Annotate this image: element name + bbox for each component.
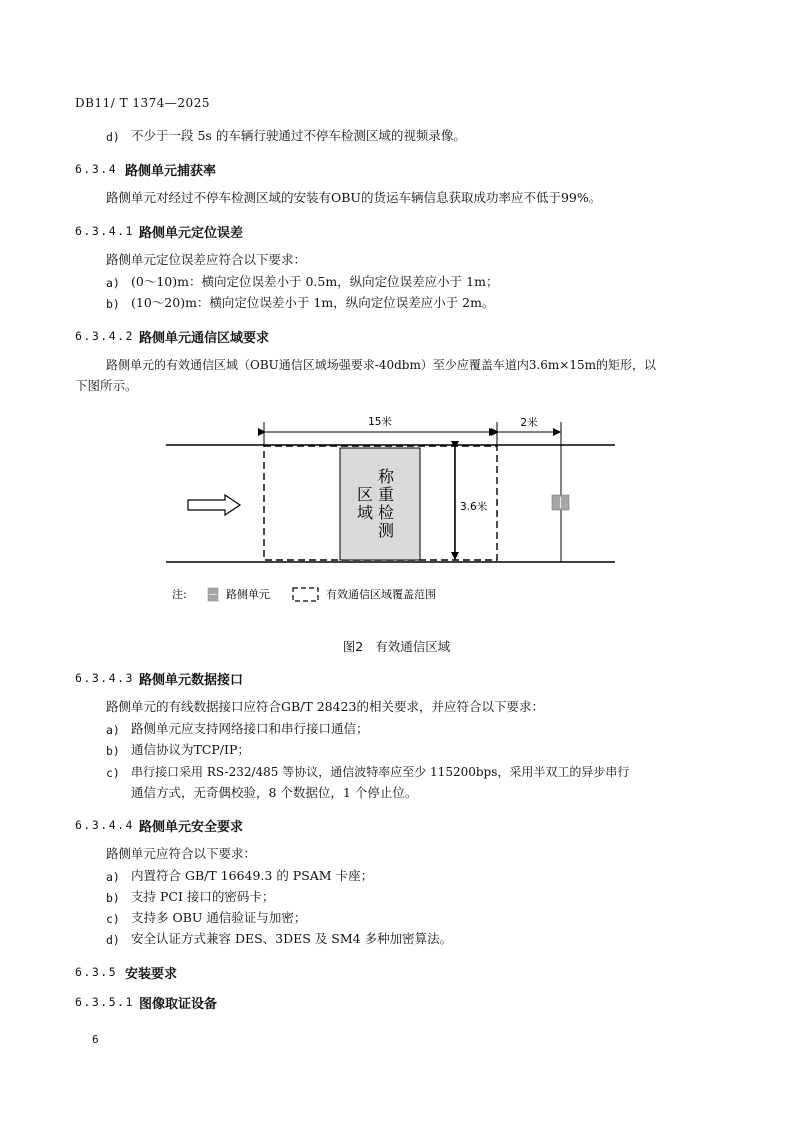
- list-label: c): [106, 766, 120, 780]
- paragraph: 下图所示。: [75, 378, 138, 393]
- section-number: 6.3.4.2: [75, 329, 134, 343]
- list-label: b): [106, 744, 120, 758]
- list-item-text: 通信协议为TCP/IP；: [131, 742, 250, 757]
- paragraph: 路侧单元定位误差应符合以下要求：: [106, 252, 307, 267]
- section-number: 6.3.5: [75, 965, 118, 979]
- list-item-text: 路侧单元应支持网络接口和串行接口通信；: [131, 721, 369, 736]
- list-label: b): [106, 891, 120, 905]
- direction-arrow-icon: [188, 495, 240, 515]
- section-number: 6.3.5.1: [75, 995, 134, 1009]
- list-item-text: (0～10)m：横向定位误差小于 0.5m，纵向定位误差应小于 1m；: [131, 274, 499, 289]
- section-number: 6.3.4.1: [75, 224, 134, 238]
- figure-number: 图2: [342, 639, 364, 654]
- legend-rsu-label: 路侧单元: [226, 588, 270, 601]
- section-title: 路侧单元安全要求: [139, 820, 244, 835]
- section-number: 6.3.4.3: [75, 671, 134, 685]
- paragraph: 路侧单元的有效通信区域（OBU通信区域场强要求-40dbm）至少应覆盖车道内3.6m×15m的矩形，以: [106, 358, 657, 372]
- coverage-diagram: [160, 408, 630, 608]
- list-label: a): [106, 276, 120, 290]
- legend-note: 注:: [172, 588, 187, 601]
- list-item-text: 支持多 OBU 通信验证与加密；: [131, 910, 307, 925]
- diagram-svg: [160, 408, 630, 608]
- legend-coverage-icon: [293, 588, 318, 601]
- figure-title: 有效通信区域: [375, 639, 451, 654]
- list-label: b): [106, 297, 120, 311]
- dimension-label-2m: 2米: [520, 417, 538, 429]
- paragraph: 路侧单元对经过不停车检测区域的安装有OBU的货运车辆信息获取成功率应不低于99%。: [106, 190, 602, 205]
- section-title: 路侧单元数据接口: [139, 673, 244, 688]
- list-item-text: 内置符合 GB/T 16649.3 的 PSAM 卡座；: [131, 868, 374, 883]
- list-item-text-continued: 通信方式，无奇偶校验，8 个数据位，1 个停止位。: [131, 785, 418, 800]
- list-item-text: (10～20)m：横向定位误差小于 1m，纵向定位误差应小于 2m。: [131, 295, 495, 310]
- weigh-zone-label-2: 区域: [354, 486, 374, 522]
- dimension-label-15m: 15米: [368, 416, 392, 428]
- document-id: DB11/ T 1374—2025: [75, 96, 210, 110]
- list-item-text: 安全认证方式兼容 DES、3DES 及 SM4 多种加密算法。: [131, 931, 453, 946]
- list-label: d): [106, 933, 120, 947]
- list-label: d): [106, 130, 120, 144]
- list-item-text: 不少于一段 5s 的车辆行驶通过不停车检测区域的视频录像。: [131, 128, 466, 143]
- page-number: 6: [92, 1033, 99, 1046]
- weigh-zone-label-1: 称重检测: [375, 468, 395, 540]
- list-item-text: 支持 PCI 接口的密码卡；: [131, 889, 275, 904]
- paragraph: 路侧单元应符合以下要求：: [106, 846, 257, 861]
- list-item-text: 串行接口采用 RS-232/485 等协议，通信波特率应至少 115200bps，采用半双工的异步串行: [131, 765, 630, 779]
- section-title: 图像取证设备: [139, 997, 218, 1012]
- section-title: 路侧单元定位误差: [139, 226, 244, 241]
- section-title: 路侧单元通信区域要求: [139, 331, 270, 346]
- dimension-label-3.6m: 3.6米: [460, 501, 488, 513]
- legend-coverage-label: 有效通信区域覆盖范围: [326, 588, 436, 601]
- paragraph: 路侧单元的有线数据接口应符合GB/T 28423的相关要求，并应符合以下要求：: [106, 699, 544, 714]
- list-label: a): [106, 723, 120, 737]
- list-label: a): [106, 870, 120, 884]
- section-title: 安装要求: [125, 967, 178, 982]
- list-label: c): [106, 912, 120, 926]
- figure-caption: [0, 637, 793, 655]
- section-number: 6.3.4: [75, 162, 118, 176]
- section-number: 6.3.4.4: [75, 818, 134, 832]
- section-title: 路侧单元捕获率: [125, 164, 217, 179]
